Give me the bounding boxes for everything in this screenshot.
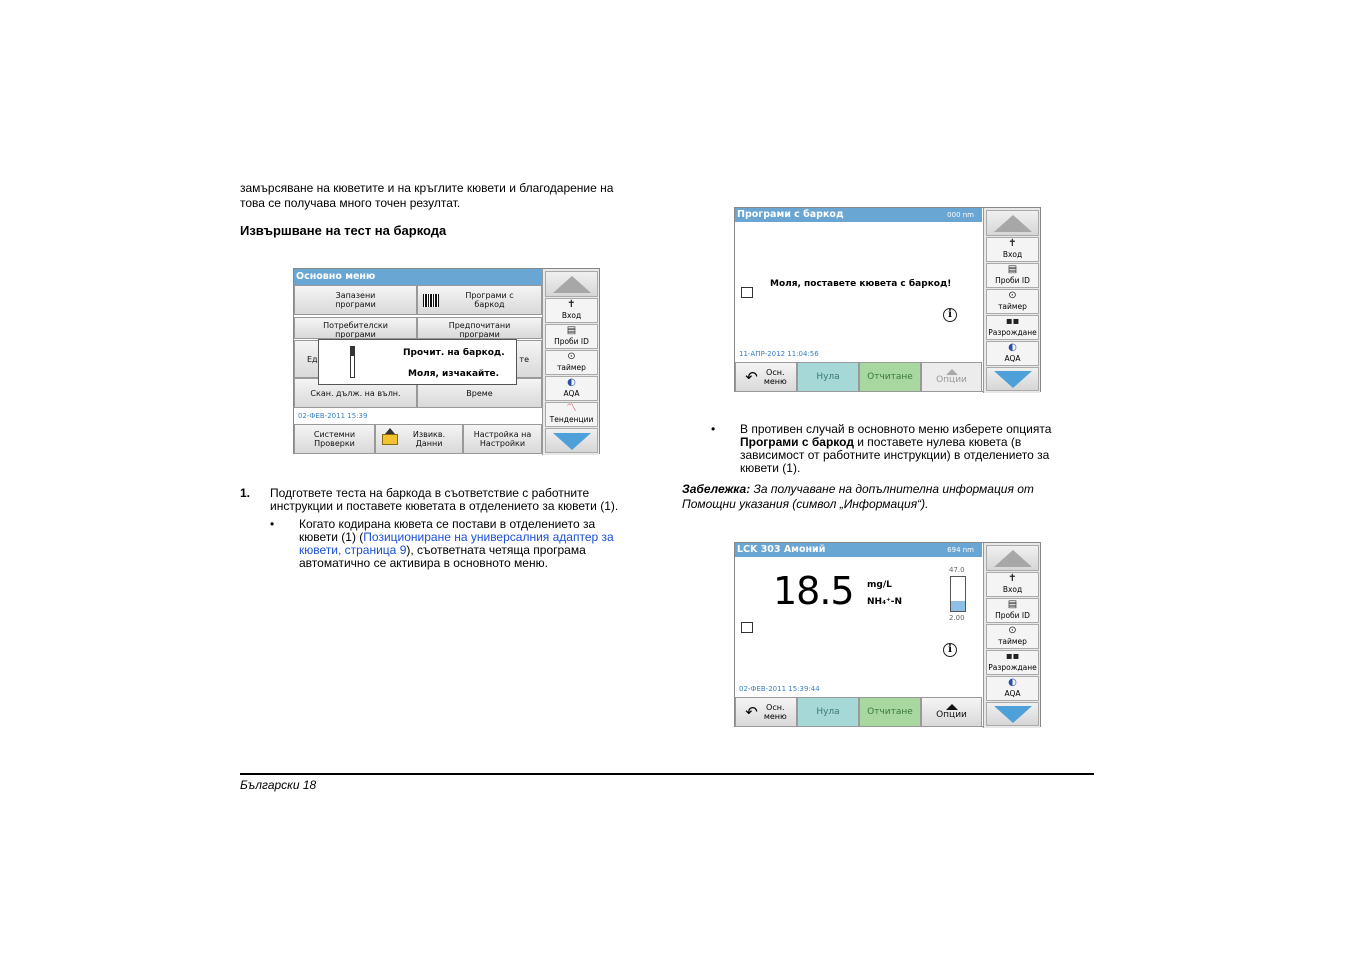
result-unit: mg/L	[867, 580, 892, 590]
back-arrow-icon: ↶	[745, 368, 758, 386]
timer-icon: ⊙	[567, 351, 576, 362]
main-menu-sidebar	[542, 269, 599, 455]
barcode-date: 11-АПР-2012 11:04:56	[739, 350, 819, 358]
insert-barcode-message: Моля, поставете кювета с баркод!	[770, 279, 952, 289]
sample-icon: ▤	[1007, 264, 1018, 275]
range-gauge-fill	[951, 601, 965, 611]
intro-paragraph	[240, 182, 660, 210]
sidebar-timer[interactable]	[545, 350, 598, 375]
degas-icon: ▪▪	[1005, 651, 1020, 662]
options-label: Опции	[936, 375, 967, 385]
back-arrow-icon: ↶	[745, 703, 758, 721]
home-menu-label: Осн. меню	[763, 703, 787, 721]
recall-data-label: Извикв. Данни	[412, 430, 446, 448]
main-menu-date: 02-ФЕВ-2011 15:39	[298, 412, 368, 420]
sidebar-sample-label: Проби ID	[995, 611, 1030, 620]
bullet-2-line-3: зависимост от работните инструкции) в отделението за	[740, 448, 1050, 462]
scroll-up-button[interactable]	[986, 210, 1039, 236]
scale-max-label: 47.0	[949, 566, 965, 574]
intro-line-2: това се получава много точен резултат.	[240, 196, 461, 210]
result-title-bar	[735, 543, 982, 557]
step-1-text	[270, 487, 650, 513]
sidebar-timer-label: таймер	[998, 302, 1027, 311]
footer-rule	[240, 773, 1094, 775]
sidebar-aqa-label: AQA	[563, 389, 580, 398]
sidebar-sample-id[interactable]	[986, 598, 1039, 623]
edit-icon[interactable]	[741, 622, 753, 633]
bullet-2-text	[740, 423, 1090, 475]
cross-reference-link-part-2[interactable]: кювети, страница 9	[299, 543, 407, 557]
timer-icon: ⊙	[1008, 290, 1017, 301]
barcode-programs-screen	[734, 207, 1041, 392]
bullet-1-line-1: Когато кодирана кювета се постави в отделението за	[299, 517, 596, 531]
cuvette-icon	[350, 346, 355, 378]
options-button[interactable]	[921, 697, 982, 727]
step-1-line-2: инструкции и поставете кюветата в отделението за кювети (1).	[270, 499, 619, 513]
zero-button[interactable]: Нула	[797, 697, 859, 727]
read-button[interactable]: Отчитане	[859, 697, 921, 727]
system-checks-button[interactable]: Системни Проверки	[294, 424, 375, 454]
sidebar-aqa[interactable]	[986, 676, 1039, 701]
wavelength-scan-button[interactable]: Скан. дълж. на вълн.	[294, 378, 417, 408]
section-heading: Извършване на тест на баркода	[240, 223, 447, 238]
sidebar-timer[interactable]	[986, 624, 1039, 649]
scroll-down-button[interactable]	[986, 367, 1039, 391]
barcode-reading-popup	[318, 339, 517, 385]
bullet-1-line-4: автоматично се активира в основното меню.	[299, 556, 548, 570]
barcode-icon	[423, 294, 439, 307]
favorite-programs-button[interactable]: Предпочитани програми	[417, 317, 542, 339]
scroll-up-button[interactable]	[986, 545, 1039, 571]
sidebar-aqa-label: AQA	[1004, 354, 1021, 363]
sidebar-degas[interactable]	[986, 315, 1039, 340]
sidebar-aqa[interactable]	[545, 376, 598, 401]
bullet-2-line-2-rest: и поставете нулева кювета (в	[853, 435, 1022, 449]
home-menu-button[interactable]	[735, 362, 797, 392]
scroll-down-button[interactable]	[545, 428, 598, 453]
info-icon[interactable]: i	[943, 643, 957, 657]
sidebar-timer-label: таймер	[998, 637, 1027, 646]
sidebar-login[interactable]	[986, 237, 1039, 262]
intro-line-1: замърсяване на кюветите и на кръглите кювети и благодарение на	[240, 181, 614, 195]
recall-data-button[interactable]	[375, 424, 463, 454]
saved-programs-button[interactable]: Запазени програми	[294, 285, 417, 315]
scroll-up-button[interactable]	[545, 271, 598, 297]
person-icon: ✝	[1008, 238, 1017, 249]
trends-icon: 〽	[566, 403, 577, 414]
up-arrow-icon	[553, 276, 591, 293]
edit-icon[interactable]	[741, 287, 753, 298]
barcode-sidebar	[983, 208, 1040, 393]
aqa-icon: ◐	[1008, 342, 1017, 353]
down-arrow-icon	[994, 706, 1032, 723]
result-screen	[734, 542, 1041, 727]
home-menu-label: Осн. меню	[763, 368, 787, 386]
degas-icon: ▪▪	[1005, 316, 1020, 327]
export-arrow-icon	[385, 428, 395, 434]
up-arrow-icon	[994, 550, 1032, 567]
page-footer: Български 18	[240, 778, 317, 792]
sample-icon: ▤	[566, 325, 577, 336]
sidebar-degas[interactable]	[986, 650, 1039, 675]
barcode-programs-button[interactable]	[417, 285, 542, 315]
aqa-icon: ◐	[1008, 677, 1017, 688]
barcode-wavelength: 000 nm	[947, 211, 974, 219]
result-wavelength: 694 nm	[947, 546, 974, 554]
bullet-1-text-pre: кювети (1) (	[299, 530, 364, 544]
sidebar-degas-label: Разрождане	[988, 663, 1037, 672]
sidebar-login-label: Вход	[1002, 250, 1023, 259]
result-value: 18.5	[773, 569, 854, 613]
timer-icon: ⊙	[1008, 625, 1017, 636]
options-label: Опции	[936, 710, 967, 720]
popup-line-1: Прочит. на баркод.	[403, 348, 505, 358]
instrument-setup-button[interactable]: Настройка на Настройки	[463, 424, 542, 454]
sidebar-timer[interactable]	[986, 289, 1039, 314]
up-arrow-icon	[994, 215, 1032, 232]
bullet-2-line-1: В противен случай в основното меню изберете опцията	[740, 422, 1052, 436]
user-programs-button[interactable]: Потребителски програми	[294, 317, 417, 339]
aqa-icon: ◐	[567, 377, 576, 388]
sidebar-login[interactable]	[986, 572, 1039, 597]
sidebar-trends-label: Тенденции	[549, 415, 594, 424]
sidebar-sample-id[interactable]	[545, 324, 598, 349]
result-sidebar	[983, 543, 1040, 728]
zero-button[interactable]: Нула	[797, 362, 859, 392]
sidebar-login-label: Вход	[1002, 585, 1023, 594]
barcode-title-bar	[735, 208, 982, 222]
barcode-programs-term: Програми с баркод	[740, 435, 854, 449]
note	[682, 482, 1082, 512]
bullet-1-text-post: ), съответната четяща програма	[406, 543, 586, 557]
barcode-programs-label: Програми с баркод	[465, 291, 514, 309]
sample-icon: ▤	[1007, 599, 1018, 610]
barcode-title: Програми с баркод	[737, 209, 844, 220]
sidebar-sample-id[interactable]	[986, 263, 1039, 288]
person-icon: ✝	[1008, 573, 1017, 584]
main-menu-title: Основно меню	[296, 271, 376, 282]
read-button[interactable]: Отчитане	[859, 362, 921, 392]
step-1-number: 1.	[240, 486, 251, 500]
note-text-1: За получаване на допълнителна информация от	[750, 482, 1034, 496]
sidebar-sample-label: Проби ID	[995, 276, 1030, 285]
time-scan-button[interactable]: Време	[417, 378, 542, 408]
sidebar-timer-label: таймер	[557, 363, 586, 372]
cross-reference-link-part-1[interactable]: Позициониране на универсалния адаптер за	[363, 530, 614, 544]
sidebar-login-label: Вход	[561, 311, 582, 320]
result-title: LCK 303 Амоний	[737, 544, 826, 555]
range-gauge	[950, 576, 966, 612]
step-1-line-1: Подгответе теста на баркода в съответствие с работните	[270, 486, 590, 500]
person-icon: ✝	[567, 299, 576, 310]
sidebar-trends[interactable]	[545, 402, 598, 427]
sidebar-sample-label: Проби ID	[554, 337, 589, 346]
down-arrow-icon	[994, 371, 1032, 388]
sidebar-degas-label: Разрождане	[988, 328, 1037, 337]
sidebar-login[interactable]	[545, 298, 598, 323]
down-arrow-icon	[553, 433, 591, 450]
bullet-1-text	[299, 518, 644, 570]
note-label: Забележка:	[682, 482, 751, 496]
bullet-marker-2: •	[711, 422, 716, 436]
result-species: NH₄⁺-N	[867, 597, 903, 607]
scale-min-label: 2.00	[949, 614, 965, 622]
options-button[interactable]	[921, 362, 982, 392]
note-line-1	[682, 482, 1082, 497]
scroll-down-button[interactable]	[986, 702, 1039, 726]
note-line-2: Помощни указания (символ „Информация“).	[682, 497, 929, 511]
sidebar-aqa-label: AQA	[1004, 689, 1021, 698]
sidebar-aqa[interactable]	[986, 341, 1039, 366]
main-menu-screen	[293, 268, 600, 454]
folder-icon	[382, 434, 398, 445]
popup-line-2: Моля, изчакайте.	[408, 369, 500, 379]
multi-wavelength-label-partial: те	[519, 354, 529, 364]
main-menu-title-bar	[294, 269, 542, 285]
info-icon[interactable]: i	[943, 308, 957, 322]
bullet-marker-1: •	[270, 517, 275, 531]
single-wavelength-label-partial: Ед	[307, 354, 318, 364]
result-date: 02-ФЕВ-2011 15:39:44	[739, 685, 820, 693]
home-menu-button[interactable]	[735, 697, 797, 727]
bullet-2-line-4: кювети (1).	[740, 461, 801, 475]
